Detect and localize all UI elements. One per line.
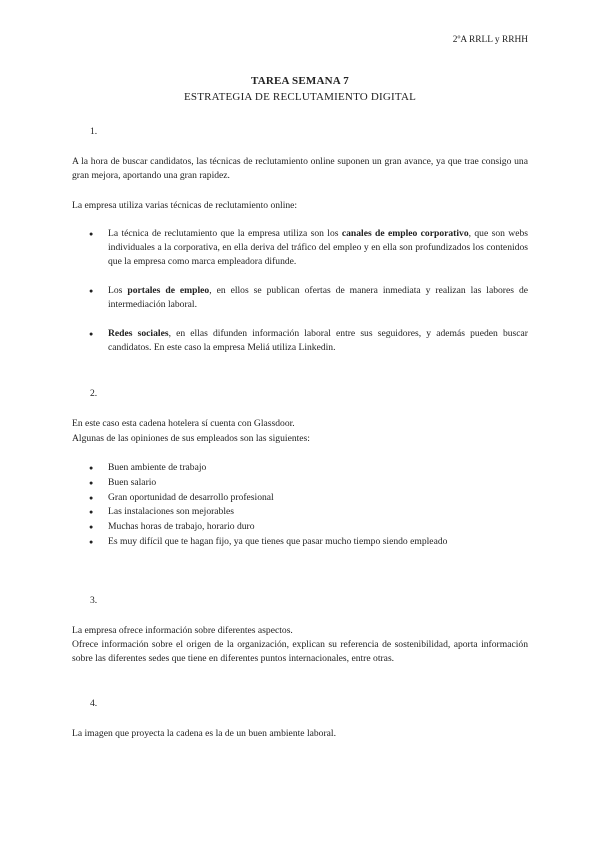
section-3-line1: La empresa ofrece información sobre diferentes aspectos. xyxy=(72,625,293,636)
section-4-number: 4. xyxy=(90,698,98,709)
course-label: 2ºA RRLL y RRHH xyxy=(452,35,528,45)
section-1-number: 1. xyxy=(90,126,98,137)
list-item: ● Los portales de empleo, en ellos se publican ofertas de manera inmediata y realizan las labores de intermediación laboral. xyxy=(72,284,528,312)
list-item: ● Buen salario xyxy=(72,476,528,491)
section-3-number: 3. xyxy=(90,595,98,606)
section-2-line1: En este caso esta cadena hotelera sí cuenta con Glassdoor. xyxy=(72,418,295,429)
section-4-text: La imagen que proyecta la cadena es la de un buen ambiente laboral. xyxy=(72,728,336,739)
section-1-lead: La empresa utiliza varias técnicas de reclutamiento online: xyxy=(72,200,298,211)
section-2-number: 2. xyxy=(90,388,98,399)
section-1-intro: A la hora de buscar candidatos, las técnicas de reclutamiento online suponen un gran avance, ya que trae consigo una gran mejora, aportando una gran rapidez. xyxy=(72,156,528,181)
section-2-line2: Algunas de las opiniones de sus empleados son las siguientes: xyxy=(72,433,310,444)
document-subtitle: ESTRATEGIA DE RECLUTAMIENTO DIGITAL xyxy=(183,91,417,103)
list-item: ● Muchas horas de trabajo, horario duro xyxy=(72,520,528,535)
list-item: ● Las instalaciones son mejorables xyxy=(72,505,528,520)
bold-term: Redes sociales xyxy=(108,328,169,339)
techniques-list xyxy=(72,227,528,370)
bold-term: canales de empleo corporativo xyxy=(341,228,469,239)
section-3-line2: Ofrece información sobre el origen de la organización, explican su referencia de sostenibilidad, aporta información sobre las diferentes sedes que tiene en diferentes puntos internacionales, entre otras. xyxy=(72,639,528,664)
list-item: ● Buen ambiente de trabajo xyxy=(72,461,528,476)
document-title: TAREA SEMANA 7 xyxy=(251,75,349,87)
list-item: ● La técnica de reclutamiento que la empresa utiliza son los canales de empleo corporativo, que son webs individuales a la corporativa, en ella deriva del tráfico del empleo y en ella son profundizados los contenidos que la empresa como marca empleadora difunde. xyxy=(72,227,528,269)
opinions-list xyxy=(72,461,528,550)
list-item: ● Gran oportunidad de desarrollo profesional xyxy=(72,491,528,506)
bold-term: portales de empleo xyxy=(127,285,210,296)
list-item: ● Redes sociales, en ellas difunden información laboral entre sus seguidores, y además pueden buscar candidatos. En este caso la empresa Meliá utiliza Linkedin. xyxy=(72,327,528,355)
list-item: ● Es muy difícil que te hagan fijo, ya que tienes que pasar mucho tiempo siendo empleado xyxy=(72,535,528,550)
